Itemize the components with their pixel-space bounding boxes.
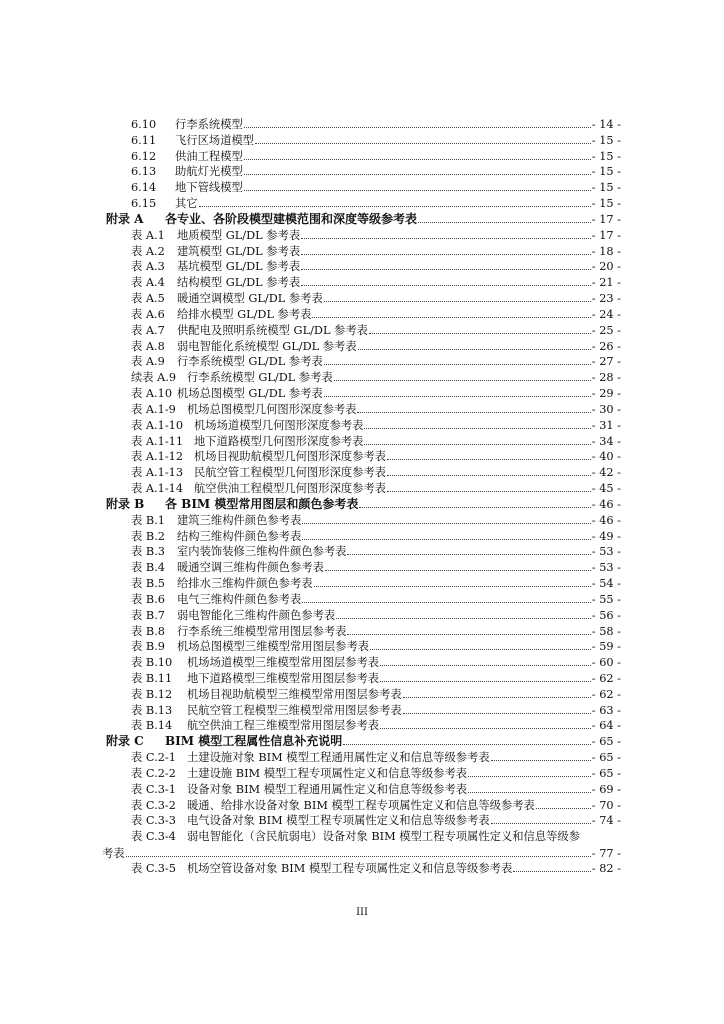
toc-entry-title: 结构模型 GL/DL 参考表: [177, 276, 301, 290]
toc-section-entry[interactable]: [106, 132, 621, 148]
toc-entry-title: 电气三维构件颜色参考表: [177, 592, 302, 606]
toc-entry-title: 机场空管设备对象 BIM 模型工程专项属性定义和信息等级参考表: [187, 862, 513, 876]
toc-table-entry[interactable]: [106, 258, 621, 274]
toc-leader-dots: [301, 258, 591, 270]
toc-entry-page: - 53 -: [591, 545, 621, 559]
toc-leader-dots: [370, 638, 591, 650]
toc-entry-page: - 15 -: [591, 165, 621, 179]
toc-entry-title: 各 BIM 模型常用图层和颜色参考表: [165, 496, 359, 511]
toc-entry-title-line2: 考表: [102, 846, 125, 860]
toc-leader-dots: [244, 179, 591, 191]
toc-entry-number: 表 B.8: [131, 624, 165, 638]
toc-leader-dots: [199, 195, 591, 207]
toc-leader-dots: [325, 559, 591, 571]
toc-entry-page: - 64 -: [591, 719, 621, 733]
toc-entry-number: 表 A.6: [131, 307, 165, 321]
toc-entry-number: 表 A.8: [131, 339, 165, 353]
toc-entry-title: 室内装饰装修三维构件颜色参考表: [177, 545, 347, 559]
toc-leader-dots: [347, 543, 590, 555]
toc-leader-dots: [359, 496, 590, 508]
toc-leader-dots: [387, 480, 591, 492]
toc-appendix-entry[interactable]: [106, 211, 621, 227]
toc-entry-title: 土建设施对象 BIM 模型工程通用属性定义和信息等级参考表: [187, 751, 490, 765]
toc-leader-dots: [380, 654, 591, 666]
toc-entry-title-line1: 弱电智能化（含民航弱电）设备对象 BIM 模型工程专项属性定义和信息等级参: [187, 829, 581, 843]
toc-entry-title: 弱电智能化三维构件颜色参考表: [177, 608, 336, 622]
toc-entry-number: 表 A.9: [131, 355, 165, 369]
toc-leader-dots: [387, 448, 591, 460]
toc-table-entry[interactable]: [106, 528, 621, 544]
toc-section-entry[interactable]: [106, 195, 621, 211]
toc-entry-number: 表 C.3-4: [131, 829, 176, 843]
toc-entry-title: 机场场道模型三维模型常用图层参考表: [187, 656, 380, 670]
toc-entry-title: 供配电及照明系统模型 GL/DL 参考表: [177, 323, 368, 337]
toc-entry-page: - 60 -: [591, 656, 621, 670]
toc-table-entry[interactable]: [106, 623, 621, 639]
toc-entry-number: 6.11: [131, 133, 157, 147]
toc-table-entry[interactable]: [106, 765, 621, 781]
toc-entry-number: 6.15: [131, 197, 157, 211]
toc-entry-page: - 77 -: [591, 846, 621, 860]
toc-leader-dots: [302, 528, 591, 540]
toc-entry-number: 表 A.1-13: [131, 466, 184, 480]
toc-entry-page: - 24 -: [591, 307, 621, 321]
toc-entry-number: 表 B.3: [131, 545, 165, 559]
toc-entry-page: - 14 -: [591, 118, 621, 131]
toc-table-entry[interactable]: [106, 290, 621, 306]
toc-table-entry[interactable]: [106, 543, 621, 559]
toc-entry-title: 机场总图模型三维模型常用图层参考表: [177, 640, 370, 654]
toc-leader-dots: [491, 749, 591, 761]
toc-leader-dots: [302, 591, 591, 603]
toc-entry-title: 地质模型 GL/DL 参考表: [177, 228, 301, 242]
toc-entry-title: 航空供油工程模型几何图形深度参考表: [194, 482, 387, 496]
toc-table-entry[interactable]: [106, 670, 621, 686]
toc-entry-number: 表 A.1-9: [131, 402, 176, 416]
page-number-footer: III: [356, 907, 368, 918]
toc-entry-number: 6.14: [131, 181, 157, 195]
toc-entry-title: 机场目视助航模型三维模型常用图层参考表: [187, 687, 402, 701]
toc-leader-dots: [312, 306, 590, 318]
toc-table-entry[interactable]: [106, 448, 621, 464]
toc-leader-dots: [336, 607, 591, 619]
toc-entry-page: - 28 -: [591, 371, 621, 385]
toc-leader-dots: [468, 765, 591, 777]
toc-entry-number: 表 A.2: [131, 244, 165, 258]
toc-leader-dots: [126, 845, 591, 857]
toc-leader-dots: [403, 686, 591, 698]
toc-entry-page: - 45 -: [591, 482, 621, 496]
toc-leader-dots: [380, 717, 591, 729]
toc-table-entry[interactable]: [106, 749, 621, 765]
toc-table-entry[interactable]: [106, 812, 621, 828]
toc-entry-number: 表 B.10: [131, 656, 173, 670]
toc-leader-dots: [403, 702, 591, 714]
toc-section-entry[interactable]: [106, 148, 621, 164]
toc-table-entry[interactable]: [106, 401, 621, 417]
toc-entry-number: 表 C.2-1: [131, 751, 176, 765]
toc-entry-page: - 63 -: [591, 703, 621, 717]
toc-entry-number: 表 C.3-2: [131, 798, 176, 812]
toc-leader-dots: [334, 369, 591, 381]
toc-entry-number: 表 A.1-14: [131, 482, 184, 496]
toc-entry-page: - 29 -: [591, 387, 621, 401]
toc-entry-number: 表 B.6: [131, 592, 165, 606]
toc-entry-title: 给排水模型 GL/DL 参考表: [177, 307, 312, 321]
toc-entry-page: - 46 -: [591, 513, 621, 527]
toc-entry-number: 表 B.1: [131, 513, 165, 527]
toc-entry-number: 表 B.14: [131, 719, 173, 733]
toc-appendix-entry[interactable]: [106, 496, 621, 512]
toc-entry-title: 电气设备对象 BIM 模型工程专项属性定义和信息等级参考表: [187, 814, 490, 828]
toc-entry-title: 土建设施 BIM 模型工程专项属性定义和信息等级参考表: [187, 766, 468, 780]
toc-entry-title: 其它: [175, 197, 198, 211]
toc-table-entry[interactable]: [106, 227, 621, 243]
toc-entry-title: 基坑模型 GL/DL 参考表: [177, 260, 301, 274]
toc-entry-page: - 40 -: [591, 450, 621, 464]
toc-entry-title: 机场场道模型几何图形深度参考表: [194, 418, 364, 432]
toc-entry-number: 表 B.5: [131, 577, 165, 591]
toc-entry-page: - 31 -: [591, 418, 621, 432]
toc-entry-page: - 82 -: [591, 862, 621, 876]
toc-leader-dots: [301, 274, 591, 286]
toc-table-entry[interactable]: [106, 480, 621, 496]
toc-table-entry[interactable]: [106, 512, 621, 528]
toc-leader-dots: [468, 781, 591, 793]
toc-table-entry[interactable]: [106, 353, 621, 369]
toc-table-entry[interactable]: [106, 559, 621, 575]
toc-entry-number: 表 B.13: [131, 703, 173, 717]
toc-entry-number: 6.10: [131, 118, 157, 131]
toc-entry-wrapped-continuation[interactable]: [102, 845, 621, 861]
toc-table-entry[interactable]: [106, 591, 621, 607]
toc-entry-title: 弱电智能化系统模型 GL/DL 参考表: [177, 339, 357, 353]
toc-table-entry[interactable]: [106, 464, 621, 480]
toc-entry-page: - 55 -: [591, 592, 621, 606]
toc-entry-title: 设备对象 BIM 模型工程通用属性定义和信息等级参考表: [187, 782, 468, 796]
toc-section-entry[interactable]: [106, 179, 621, 195]
toc-leader-dots: [244, 116, 591, 128]
toc-table-entry[interactable]: [106, 686, 621, 702]
toc-entry-title: 建筑模型 GL/DL 参考表: [177, 244, 301, 258]
toc-entry-number: 表 A.5: [131, 292, 165, 306]
toc-entry-title: BIM 模型工程属性信息补充说明: [165, 734, 343, 749]
toc-entry-number: 表 A.4: [131, 276, 165, 290]
toc-table-entry[interactable]: [106, 338, 621, 354]
toc-entry-page: - 53 -: [591, 561, 621, 575]
toc-entry-page: - 65 -: [591, 766, 621, 780]
toc-entry-page: - 20 -: [591, 260, 621, 274]
toc-leader-dots: [301, 227, 591, 239]
toc-entry-number: 表 B.11: [131, 671, 173, 685]
toc-entry-title: 机场目视助航模型几何图形深度参考表: [194, 450, 387, 464]
toc-table-entry[interactable]: [106, 654, 621, 670]
toc-entry-title: 助航灯光模型: [175, 165, 243, 179]
toc-entry-number: 表 A.3: [131, 260, 165, 274]
toc-entry-number: 表 C.3-5: [131, 862, 176, 876]
toc-entry-page: - 21 -: [591, 276, 621, 290]
toc-leader-dots: [255, 132, 591, 144]
toc-appendix-entry[interactable]: [106, 733, 621, 749]
toc-entry-title: 给排水三维构件颜色参考表: [177, 577, 313, 591]
toc-leader-dots: [244, 148, 591, 160]
toc-entry-page: - 74 -: [591, 814, 621, 828]
toc-entry-page: - 15 -: [591, 149, 621, 163]
toc-section-entry[interactable]: [106, 116, 621, 132]
toc-entry-number: 表 B.7: [131, 608, 165, 622]
toc-entry-page: - 54 -: [591, 577, 621, 591]
toc-entry-title: 地下道路模型三维模型常用图层参考表: [187, 671, 380, 685]
toc-entry-number: 表 A.1-11: [131, 434, 184, 448]
toc-entry-last[interactable]: [106, 860, 621, 876]
toc-entry-page: - 59 -: [591, 640, 621, 654]
toc-entry-title: 建筑三维构件颜色参考表: [177, 513, 302, 527]
toc-table-entry[interactable]: [106, 433, 621, 449]
toc-leader-dots: [357, 401, 590, 413]
toc-entry-number: 表 B.9: [131, 640, 165, 654]
toc-entry-number: 表 C.3-1: [131, 782, 176, 796]
toc-entry-number: 6.13: [131, 165, 157, 179]
toc-table-entry[interactable]: [106, 274, 621, 290]
toc-leader-dots: [380, 670, 591, 682]
toc-entry-page: - 25 -: [591, 323, 621, 337]
toc-entry-number: 续表 A.9: [131, 371, 177, 385]
toc-leader-dots: [343, 733, 591, 745]
toc-entry-title: 结构三维构件颜色参考表: [177, 529, 302, 543]
toc-leader-dots: [364, 433, 590, 445]
toc-table-entry[interactable]: [106, 417, 621, 433]
toc-leader-dots: [244, 163, 591, 175]
toc-table-entry[interactable]: [106, 385, 621, 401]
toc-entry-page: - 58 -: [591, 624, 621, 638]
toc-table-entry[interactable]: [106, 717, 621, 733]
toc-table-entry[interactable]: [106, 797, 621, 813]
toc-leader-dots: [536, 797, 591, 809]
toc-entry-number: 表 B.12: [131, 687, 173, 701]
toc-table-entry[interactable]: [106, 702, 621, 718]
toc-entry-title: 机场总图模型 GL/DL 参考表: [177, 387, 323, 401]
toc-entry-number: 表 C.2-2: [131, 766, 176, 780]
toc-entry-page: - 62 -: [591, 687, 621, 701]
toc-entry-title: 行李系统模型 GL/DL 参考表: [187, 371, 333, 385]
toc-entry-page: - 17 -: [591, 228, 621, 242]
toc-entry-number: 表 A.1-10: [131, 418, 184, 432]
toc-entry-page: - 65 -: [591, 735, 621, 749]
toc-table-entry[interactable]: [106, 781, 621, 797]
toc-section-entry[interactable]: [106, 163, 621, 179]
toc-entry-page: - 30 -: [591, 402, 621, 416]
toc-entry-number: 附录 C: [106, 734, 144, 749]
toc-leader-dots: [302, 512, 591, 524]
toc-entry-title: 各专业、各阶段模型建模范围和深度等级参考表: [165, 211, 418, 226]
toc-leader-dots: [324, 290, 591, 302]
toc-entry-number: 表 A.1-12: [131, 450, 184, 464]
toc-entry-title: 民航空管工程模型三维模型常用图层参考表: [187, 703, 402, 717]
toc-entry-page: - 17 -: [591, 212, 621, 226]
toc-entry-title: 供油工程模型: [175, 149, 243, 163]
toc-leader-dots: [314, 575, 591, 587]
toc-leader-dots: [324, 385, 591, 397]
toc-entry-title: 民航空管工程模型几何图形深度参考表: [194, 466, 387, 480]
toc-entry-page: - 69 -: [591, 782, 621, 796]
toc-entry-number: 附录 A: [106, 211, 144, 226]
toc-entry-page: - 65 -: [591, 751, 621, 765]
toc-entry-title: 飞行区场道模型: [175, 133, 255, 147]
toc-entry-page: - 27 -: [591, 355, 621, 369]
toc-entry-page: - 23 -: [591, 292, 621, 306]
toc-entry-page: - 18 -: [591, 244, 621, 258]
toc-entry-number: 表 A.7: [131, 323, 165, 337]
toc-table-entry[interactable]: [106, 306, 621, 322]
toc-entry-number: 表 A.10: [131, 387, 173, 401]
toc-entry-title: 航空供油工程三维模型常用图层参考表: [187, 719, 380, 733]
toc-entry-page: - 49 -: [591, 529, 621, 543]
toc-table-entry[interactable]: [106, 575, 621, 591]
toc-entry-title: 暖通空调三维构件颜色参考表: [177, 561, 324, 575]
toc-leader-dots: [387, 464, 591, 476]
toc-entry-number: 表 B.2: [131, 529, 165, 543]
toc-entry-page: - 34 -: [591, 434, 621, 448]
toc-entry-page: - 70 -: [591, 798, 621, 812]
toc-entry-number: 表 B.4: [131, 561, 165, 575]
toc-leader-dots: [418, 211, 591, 223]
toc-entry-page: - 15 -: [591, 181, 621, 195]
toc-entry-title: 行李系统模型 GL/DL 参考表: [177, 355, 323, 369]
toc-leader-dots: [347, 623, 590, 635]
toc-entry-title: 机场总图模型几何图形深度参考表: [187, 402, 357, 416]
toc-table-entry[interactable]: [106, 638, 621, 654]
toc-entry-page: - 15 -: [591, 133, 621, 147]
toc-entry-number: 附录 B: [106, 496, 145, 511]
toc-entry-number: 表 C.3-3: [131, 814, 176, 828]
toc-leader-dots: [301, 243, 591, 255]
toc-leader-dots: [358, 338, 591, 350]
toc-entry-title: 行李系统模型: [175, 118, 243, 131]
toc-entry-title: 暖通、给排水设备对象 BIM 模型工程专项属性定义和信息等级参考表: [187, 798, 535, 812]
toc-entry-page: - 62 -: [591, 671, 621, 685]
toc-entry-number: 表 A.1: [131, 228, 165, 242]
toc-leader-dots: [369, 322, 591, 334]
toc-table-entry[interactable]: [106, 607, 621, 623]
toc-table-entry[interactable]: [106, 322, 621, 338]
toc-entry-page: - 56 -: [591, 608, 621, 622]
toc-entry-title: 暖通空调模型 GL/DL 参考表: [177, 292, 323, 306]
toc-entry-wrapped[interactable]: [106, 829, 621, 845]
toc-leader-dots: [491, 812, 591, 824]
toc-leader-dots: [364, 417, 590, 429]
toc-entry-title: 地下道路模型几何图形深度参考表: [194, 434, 364, 448]
toc-entry-page: - 26 -: [591, 339, 621, 353]
toc-leader-dots: [324, 353, 591, 365]
toc-table-entry[interactable]: [106, 243, 621, 259]
toc-tail: [102, 829, 621, 876]
toc-entry-page: - 42 -: [591, 466, 621, 480]
toc-entry-page: - 46 -: [591, 497, 621, 511]
toc-entry-page: - 15 -: [591, 197, 621, 211]
table-of-contents: [106, 116, 621, 828]
toc-table-entry[interactable]: [106, 369, 621, 385]
toc-leader-dots: [513, 860, 591, 872]
toc-entry-number: 6.12: [131, 149, 157, 163]
toc-entry-title: 行李系统三维模型常用图层参考表: [177, 624, 347, 638]
toc-entry-title: 地下管线模型: [175, 181, 243, 195]
